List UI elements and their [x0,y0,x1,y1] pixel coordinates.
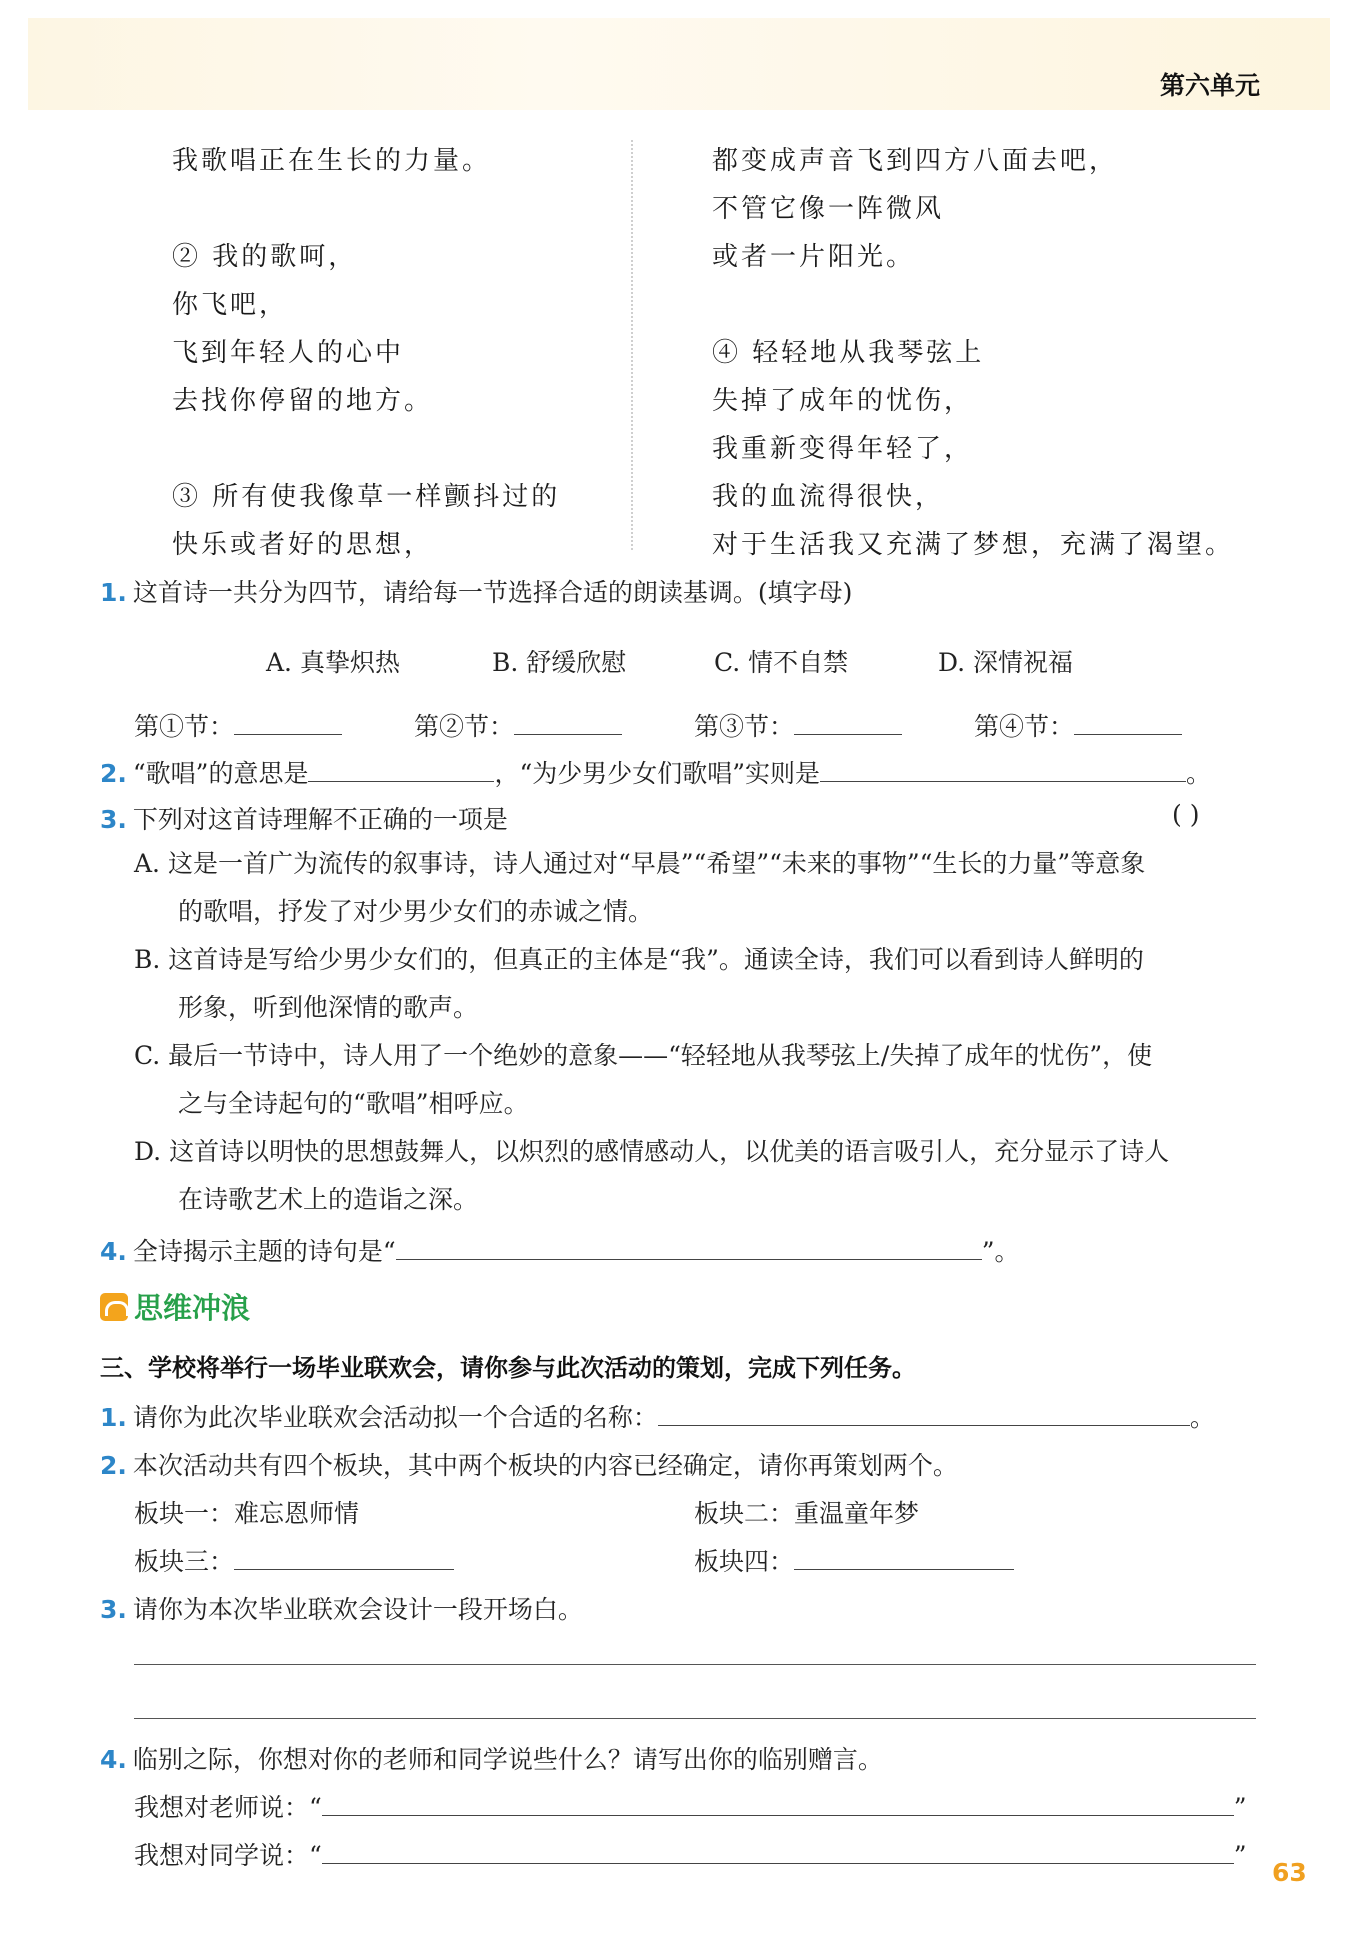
task-3 [100,1590,583,1626]
poem-line: 不管它像一阵微风 [712,194,945,224]
option-a: A. 真挚炽热 [266,648,400,677]
section-answer-3 [694,707,902,743]
question-text: 这首诗一共分为四节，请给每一节选择合适的朗读基调。(填字母) [132,578,853,607]
poem-line: ② 我的歌呵， [172,242,358,272]
block-label: 板块四： [694,1547,795,1576]
task-2 [100,1446,958,1482]
column-divider [631,140,633,550]
question-number: 1. [100,1403,127,1432]
unit-title: 第六单元 [1160,71,1261,100]
poem-line: 我的血流得很快， [712,482,945,512]
choice-text: 最后一节诗中，诗人用了一个绝妙的意象——“轻轻地从我琴弦上/失掉了成年的忧伤”，使 [168,1041,1153,1070]
poem-line: 我重新变得年轻了， [712,434,974,464]
section-answer-2 [414,707,622,743]
poem-line: 你飞吧， [172,290,289,320]
block-4 [694,1542,1014,1578]
poem-line: ③ 所有使我像草一样颤抖过的 [172,482,561,512]
poem-line: 对于生活我又充满了梦想，充满了渴望。 [712,530,1235,560]
answer-blank[interactable] [322,1793,1234,1816]
block-label: 板块三： [134,1547,235,1576]
question-1 [100,573,852,609]
section-label: 第④节： [974,712,1075,741]
section-answer-1 [134,707,342,743]
choice-text: 在诗歌艺术上的造诣之深。 [178,1185,479,1214]
section-label: 第③节： [694,712,795,741]
answer-bracket[interactable]: ( ) [1172,800,1200,829]
block-3 [134,1542,454,1578]
task-heading: 三、学校将举行一场毕业联欢会，请你参与此次活动的策划，完成下列任务。 [100,1354,916,1382]
choice-b [134,936,1144,1032]
choice-text: 这是一首广为流传的叙事诗，诗人通过对“早晨”“希望”“未来的事物”“生长的力量”等意象 [167,849,1146,878]
page-number: 63 [1272,1858,1307,1887]
section-title: 思维冲浪 [134,1291,251,1325]
poem-line: 都变成声音飞到四方八面去吧， [712,146,1119,176]
question-number: 3. [100,1595,127,1624]
question-4 [100,1232,1019,1268]
task-4 [100,1740,883,1776]
question-number: 4. [100,1237,127,1266]
writing-line[interactable] [134,1664,1256,1665]
poem-line: 失掉了成年的忧伤， [712,386,974,416]
poem-line: 去找你停留的地方。 [172,386,434,416]
punctuation: 。 [1189,1403,1215,1432]
wave-icon [100,1293,128,1321]
header-band [28,18,1330,110]
option-b: B. 舒缓欣慰 [492,648,627,677]
choice-a [134,840,1145,936]
question-number: 2. [100,1451,127,1480]
choice-label: A. [134,849,161,878]
answer-blank[interactable] [396,1237,982,1260]
block-1: 板块一：难忘恩师情 [134,1499,360,1528]
question-number: 1. [100,578,127,607]
choice-label: B. [134,945,161,974]
poem-line: ④ 轻轻地从我琴弦上 [712,338,985,368]
question-text: 本次活动共有四个板块，其中两个板块的内容已经确定，请你再策划两个。 [132,1451,958,1480]
choice-text: 这首诗以明快的思想鼓舞人，以炽烈的感情感动人，以优美的语言吸引人，充分显示了诗人 [169,1137,1170,1166]
message-teacher [134,1788,1247,1824]
section-header [100,1286,250,1327]
choice-label: C. [134,1041,161,1070]
message-label: 我想对老师说：“ [134,1793,322,1822]
question-number: 2. [100,759,127,788]
answer-blank[interactable] [794,712,902,735]
message-label: 我想对同学说：“ [134,1841,322,1870]
message-classmate [134,1836,1247,1872]
choice-label: D. [134,1137,162,1166]
punctuation: ” [1233,1841,1247,1870]
option-d: D. 深情祝福 [938,648,1074,677]
question-text: ，“为少男少女们歌唱”实则是 [494,759,821,788]
section-answer-4 [974,707,1182,743]
choice-text: 之与全诗起句的“歌唱”相呼应。 [178,1089,529,1118]
question-number: 4. [100,1745,127,1774]
punctuation: ” [1233,1793,1247,1822]
choice-text: 的歌唱，抒发了对少男少女们的赤诚之情。 [178,897,654,926]
poem-line: 我歌唱正在生长的力量。 [172,146,492,176]
question-text: 请你为本次毕业联欢会设计一段开场白。 [132,1595,583,1624]
question-number: 3. [100,805,127,834]
answer-blank[interactable] [820,759,1186,782]
question-text: 下列对这首诗理解不正确的一项是 [132,805,508,834]
question-text: 临别之际，你想对你的老师和同学说些什么？请写出你的临别赠言。 [132,1745,883,1774]
answer-blank[interactable] [658,1403,1190,1426]
question-2 [100,754,1211,790]
block-2: 板块二：重温童年梦 [694,1499,920,1528]
question-3 [100,800,508,836]
answer-blank[interactable] [322,1841,1234,1864]
section-label: 第②节： [414,712,515,741]
choice-d [134,1128,1169,1224]
choice-c [134,1032,1152,1128]
task-1 [100,1398,1215,1434]
choice-text: 形象，听到他深情的歌声。 [178,993,479,1022]
answer-blank[interactable] [234,712,342,735]
punctuation: 。 [1186,759,1212,788]
option-c: C. 情不自禁 [714,648,849,677]
punctuation: ”。 [981,1237,1020,1266]
answer-blank[interactable] [794,1547,1014,1570]
writing-line[interactable] [134,1718,1256,1719]
question-text: “歌唱”的意思是 [132,759,309,788]
poem-line: 或者一片阳光。 [712,242,916,272]
answer-blank[interactable] [1074,712,1182,735]
question-text: 请你为此次毕业联欢会活动拟一个合适的名称： [132,1403,658,1432]
poem-line: 飞到年轻人的心中 [172,338,405,368]
question-text: 全诗揭示主题的诗句是“ [132,1237,396,1266]
answer-blank[interactable] [514,712,622,735]
section-label: 第①节： [134,712,235,741]
poem-line: 快乐或者好的思想， [172,530,434,560]
answer-blank[interactable] [234,1547,454,1570]
choice-text: 这首诗是写给少男少女们的，但真正的主体是“我”。通读全诗，我们可以看到诗人鲜明的 [168,945,1144,974]
answer-blank[interactable] [308,759,494,782]
